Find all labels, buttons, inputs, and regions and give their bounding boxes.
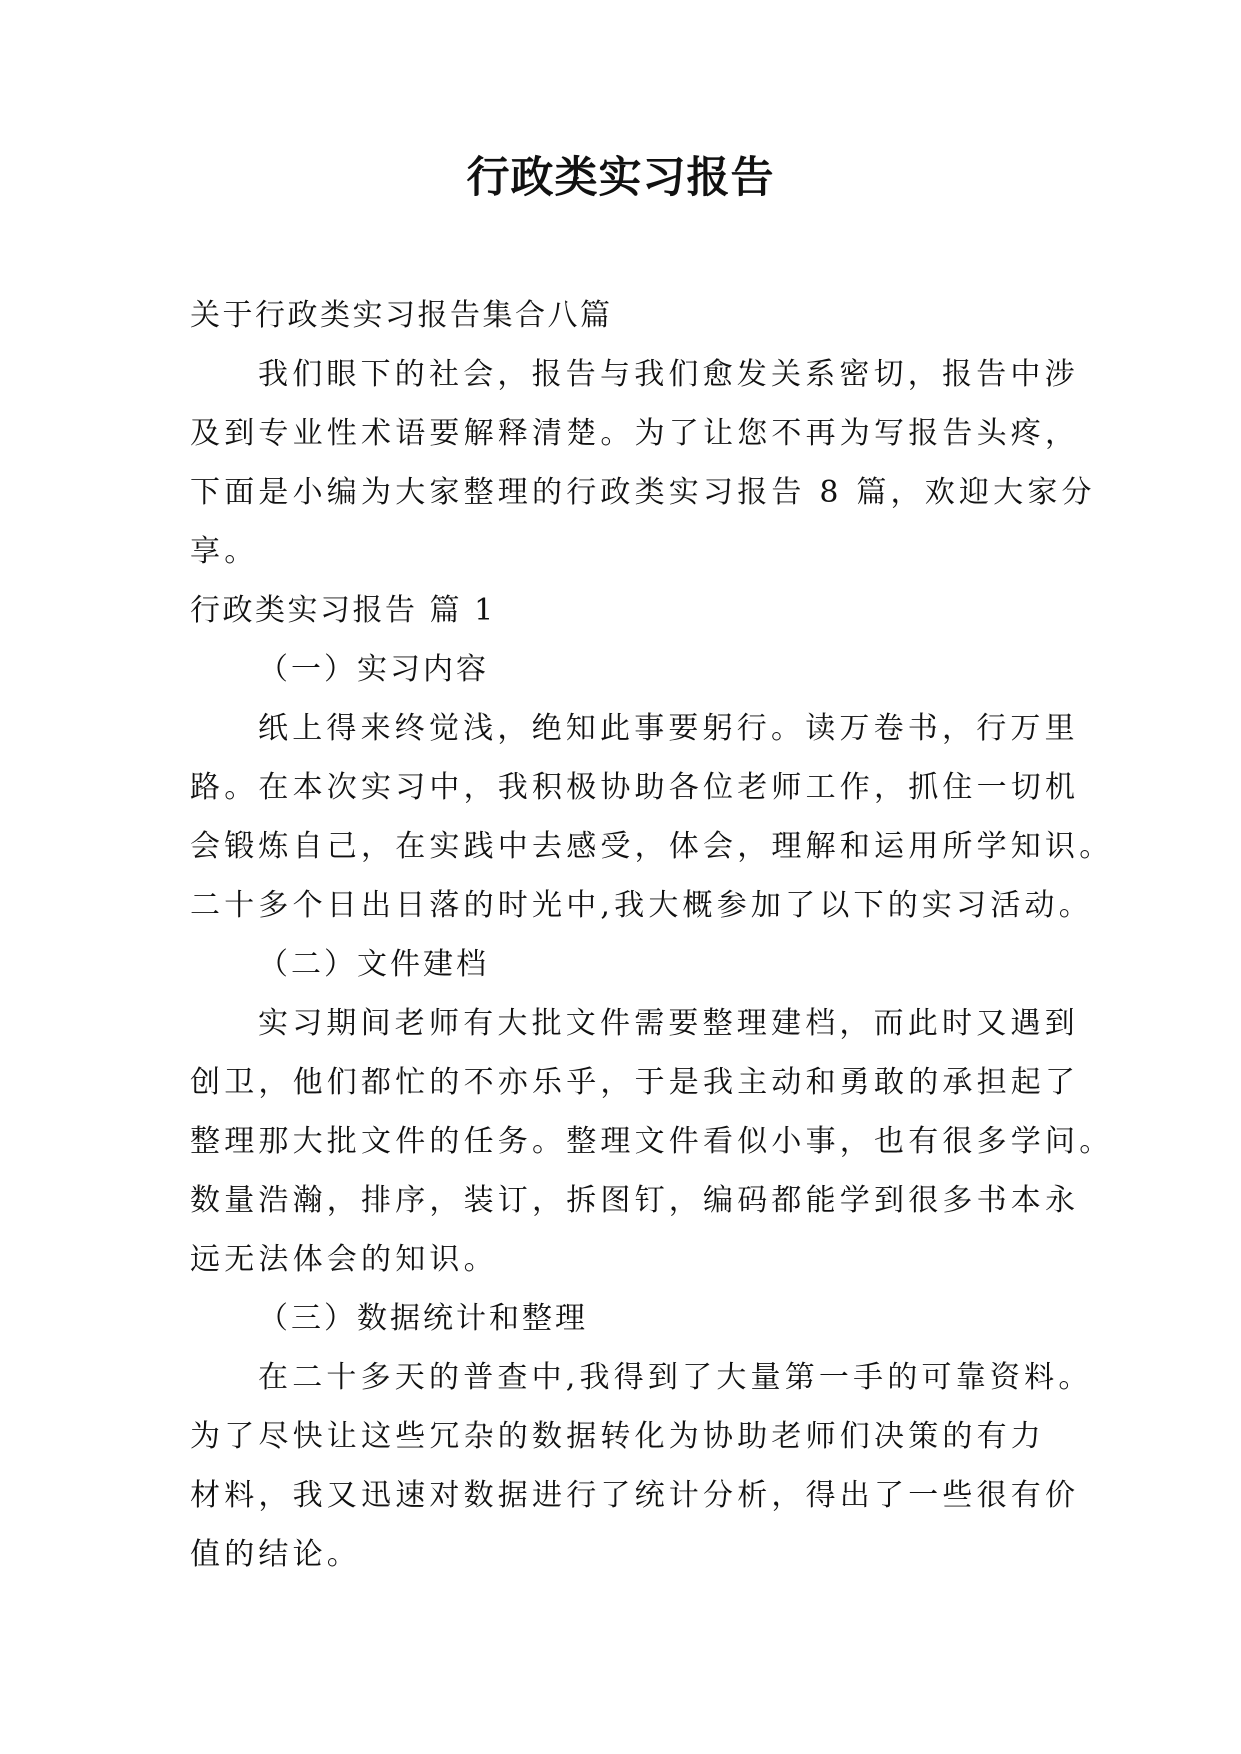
paragraph-line: 纸上得来终觉浅，绝知此事要躬行。读万卷书，行万里 bbox=[258, 711, 1079, 746]
intro-line-4: 享。 bbox=[190, 534, 259, 569]
paragraph-line: 数量浩瀚，排序，装订，拆图钉，编码都能学到很多书本永 bbox=[190, 1183, 1080, 1218]
section-heading-2: （二）文件建档 bbox=[258, 947, 489, 982]
paragraph-line: 创卫，他们都忙的不亦乐乎，于是我主动和勇敢的承担起了 bbox=[190, 1065, 1080, 1100]
intro-line-3: 下面是小编为大家整理的行政类实习报告 8 篇，欢迎大家分 bbox=[190, 475, 1096, 510]
paragraph-line: 会锻炼自己，在实践中去感受，体会，理解和运用所学知识。 bbox=[190, 829, 1114, 864]
intro-line-2: 及到专业性术语要解释清楚。为了让您不再为写报告头疼， bbox=[190, 416, 1080, 451]
paragraph-line: 在二十多天的普查中,我得到了大量第一手的可靠资料。 bbox=[258, 1360, 1093, 1395]
paragraph-line: 值的结论。 bbox=[190, 1537, 361, 1572]
paragraph-line: 为了尽快让这些冗杂的数据转化为协助老师们决策的有力 bbox=[190, 1419, 1045, 1454]
paragraph-line: 整理那大批文件的任务。整理文件看似小事，也有很多学问。 bbox=[190, 1124, 1114, 1159]
section-heading-1: （一）实习内容 bbox=[258, 652, 489, 687]
subtitle-line: 关于行政类实习报告集合八篇 bbox=[190, 298, 613, 333]
paragraph-line: 远无法体会的知识。 bbox=[190, 1242, 498, 1277]
section-heading-3: （三）数据统计和整理 bbox=[258, 1301, 588, 1336]
paragraph-line: 实习期间老师有大批文件需要整理建档，而此时又遇到 bbox=[258, 1006, 1079, 1041]
paragraph-line: 路。在本次实习中，我积极协助各位老师工作，抓住一切机 bbox=[190, 770, 1080, 805]
intro-line-1: 我们眼下的社会，报告与我们愈发关系密切，报告中涉 bbox=[258, 357, 1079, 392]
document-body bbox=[190, 286, 1114, 1584]
document-title: 行政类实习报告 bbox=[466, 153, 775, 203]
paragraph-line: 二十多个日出日落的时光中,我大概参加了以下的实习活动。 bbox=[190, 888, 1093, 923]
paragraph-line: 材料，我又迅速对数据进行了统计分析，得出了一些很有价 bbox=[190, 1478, 1080, 1513]
chapter-heading: 行政类实习报告 篇 1 bbox=[190, 593, 496, 628]
